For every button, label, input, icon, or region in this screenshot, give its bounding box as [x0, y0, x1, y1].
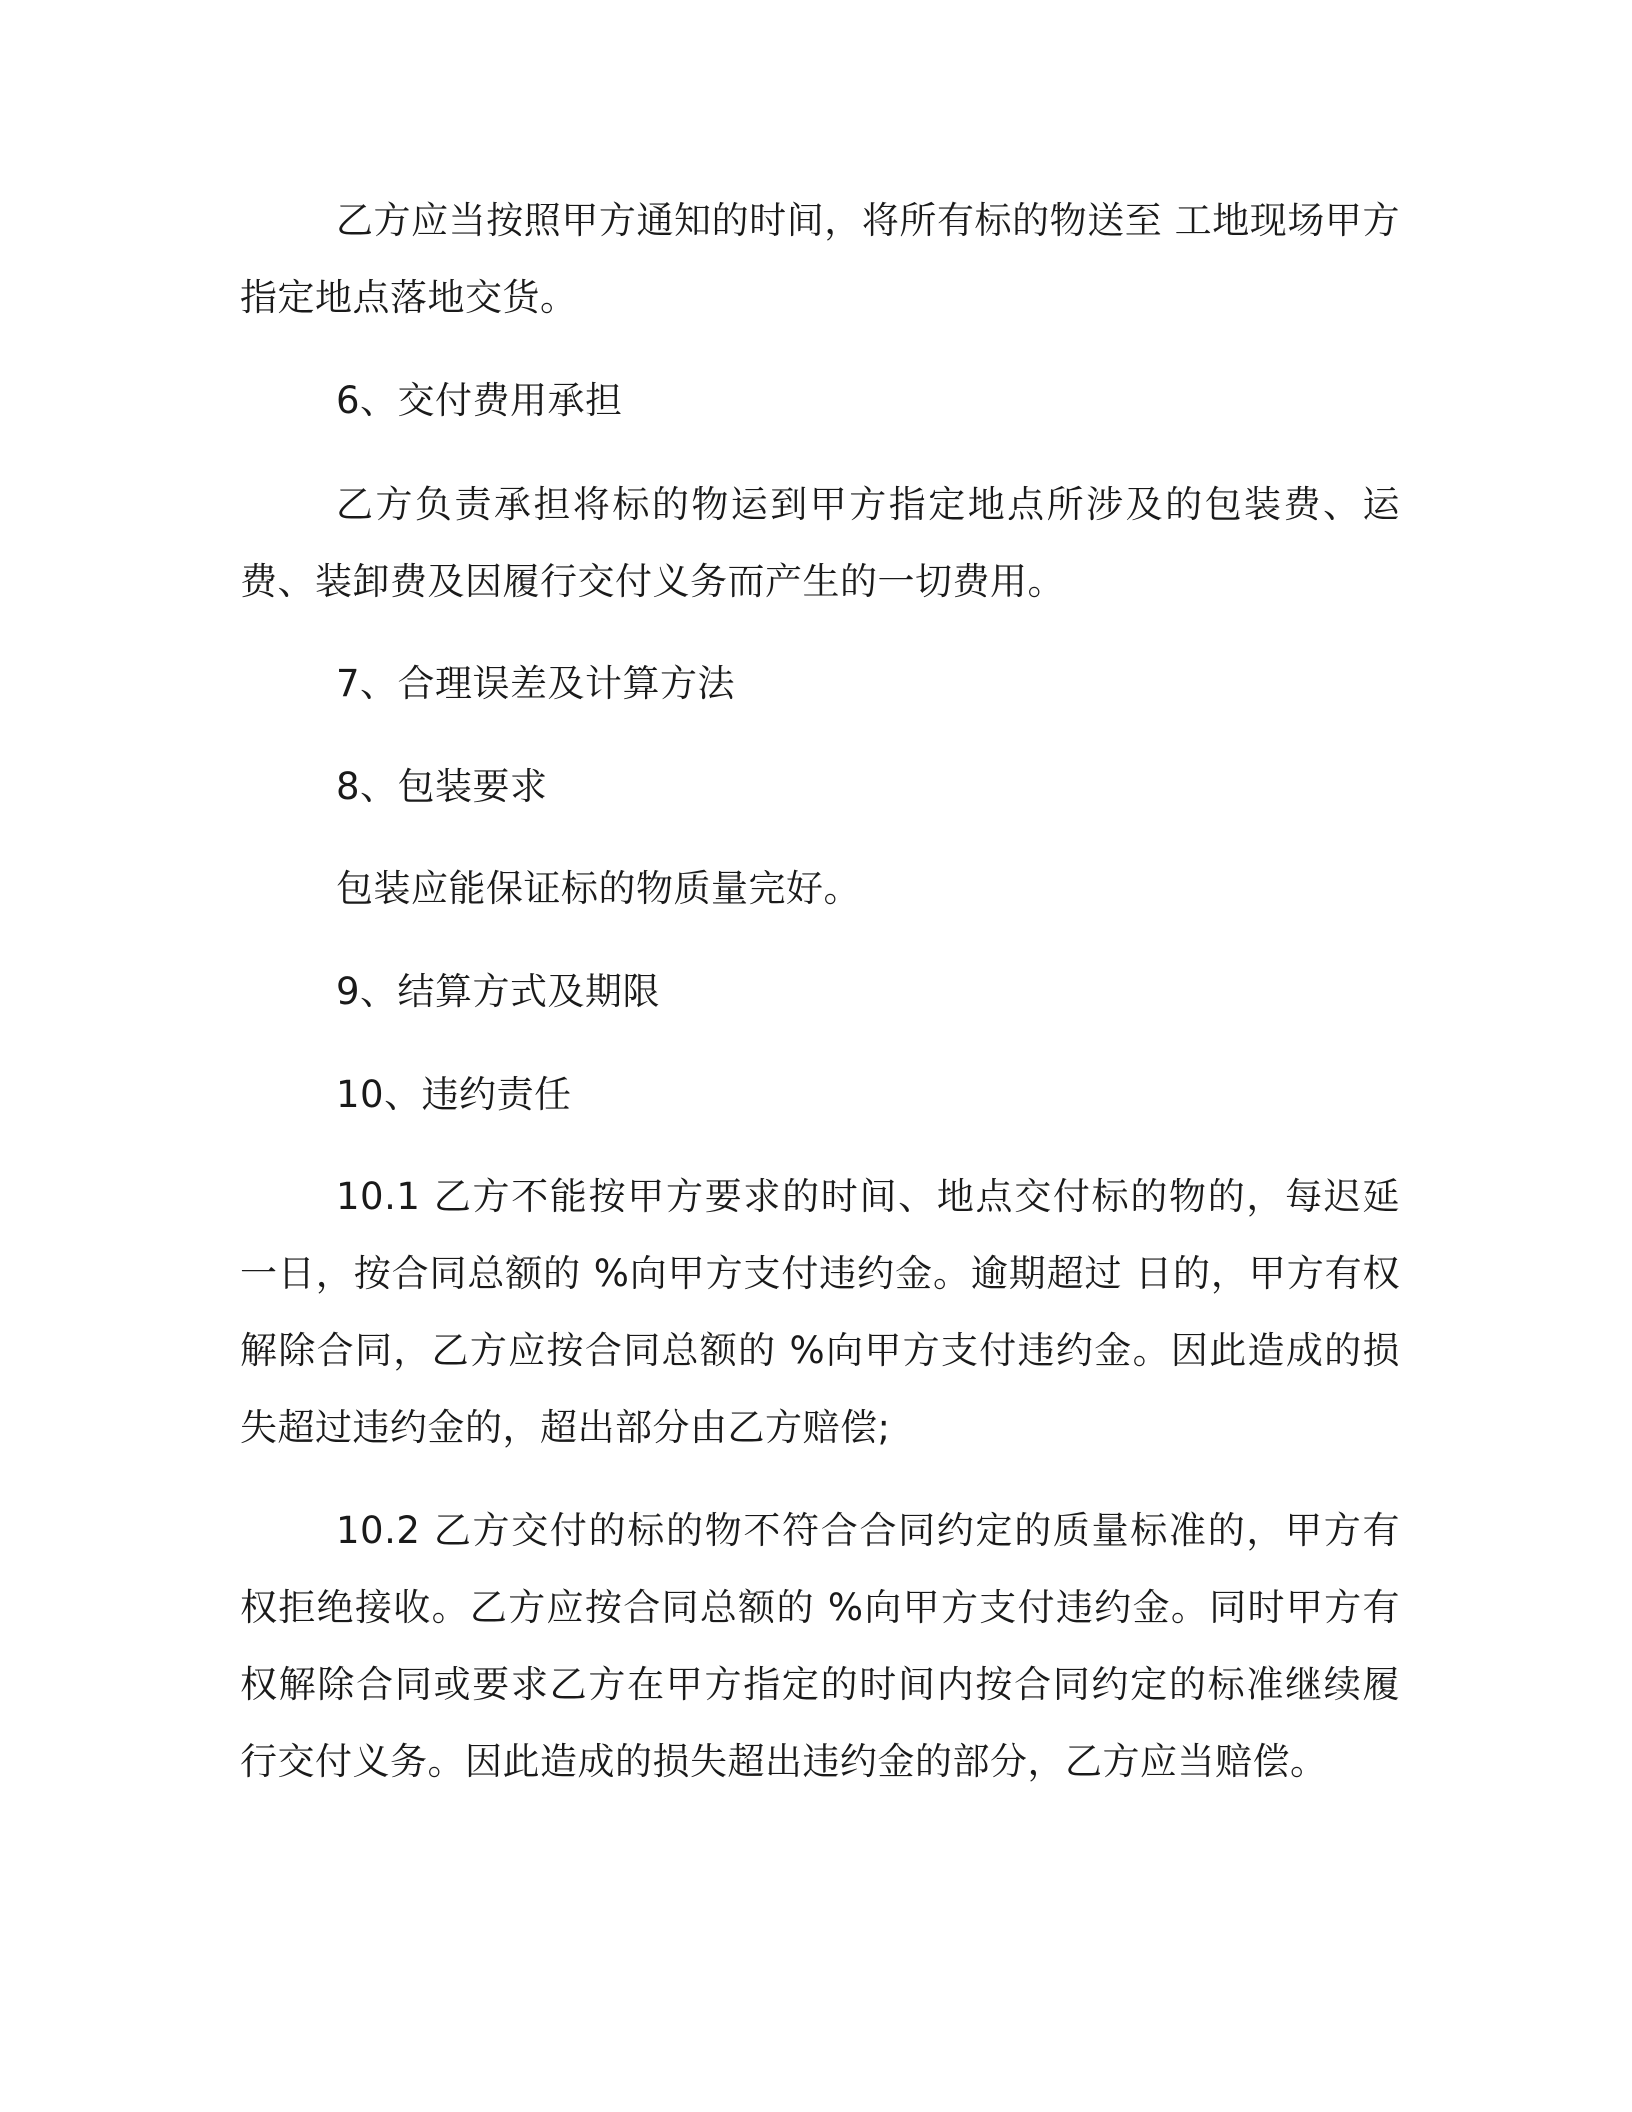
paragraph-breach-10-1: 10.1 乙方不能按甲方要求的时间、地点交付标的物的，每迟延一日，按合同总额的 %向甲方支付违约金。逾期超过 日的，甲方有权解除合同，乙方应按合同总额的 %向甲方支付违约金。因此造成的损失超过违约金的，超出部分由乙方赔偿; [240, 1175, 1400, 1449]
heading-delivery-costs: 6、交付费用承担 [336, 379, 623, 422]
heading-breach-liability: 10、违约责任 [336, 1073, 572, 1116]
heading-settlement: 9、结算方式及期限 [336, 970, 661, 1013]
paragraph-delivery-costs: 乙方负责承担将标的物运到甲方指定地点所涉及的包装费、运费、装卸费及因履行交付义务而产生的一切费用。 [240, 483, 1400, 603]
paragraph-breach-10-2: 10.2 乙方交付的标的物不符合合同约定的质量标准的，甲方有权拒绝接收。乙方应按合同总额的 %向甲方支付违约金。同时甲方有权解除合同或要求乙方在甲方指定的时间内按合同约定的标准继续履行交付义务。因此造成的损失超出违约金的部分，乙方应当赔偿。 [240, 1509, 1400, 1783]
heading-packaging: 8、包装要求 [336, 765, 548, 808]
heading-tolerance: 7、合理误差及计算方法 [336, 662, 736, 705]
paragraph-packaging: 包装应能保证标的物质量完好。 [336, 867, 861, 910]
paragraph-delivery-location: 乙方应当按照甲方通知的时间，将所有标的物送至 工地现场甲方指定地点落地交货。 [240, 199, 1400, 319]
